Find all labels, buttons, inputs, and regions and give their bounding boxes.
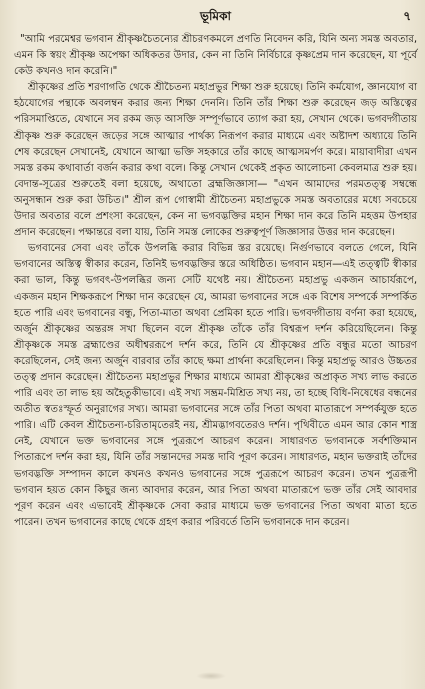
page-smudge (196, 672, 226, 680)
page-header (14, 6, 417, 28)
page-title: ভূমিকা (200, 9, 231, 23)
paragraph-service-levels: ভগবানের সেবা এবং তাঁকে উপলব্ধি করার বিভিন্ন স্তর রয়েছে। নির্গুণভাবে বলতে গেলে, যিনি ভগবানের অস্তিত্ব স্বীকার করেন, তিনিই ভগবদ্ভক্তির স্তরে অধিষ্ঠিত। ভগবান মহান—এই তত্ত্বটি স্বীকার করা ভাল, কিন্তু ভগবৎ-উপলব্ধির জন্য সেটি যথেষ্ট নয়। শ্রীচৈতন্য মহাপ্রভু একজন আচার্যরূপে, একজন মহান শিক্ষকরূপে শিক্ষা দান করেছেন যে, আমরা ভগবানের সঙ্গে এক বিশেষ সম্পর্কে সম্পর্কিত হতে পারি এবং ভগবানের বন্ধু, পিতা-মাতা অথবা প্রেমিকা হতে পারি। ভগবদ্গীতায় বর্ণনা করা হয়েছে, অর্জুন শ্রীকৃষ্ণের অন্তরঙ্গ সখা ছিলেন বলে শ্রীকৃষ্ণ তাঁকে তাঁর বিশ্বরূপ দর্শন করিয়েছিলেন। কিন্তু শ্রীকৃষ্ণকে সমস্ত ব্রহ্মাণ্ডের অধীশ্বররূপে দর্শন করে, তিনি যে শ্রীকৃষ্ণের প্রতি বন্ধুর মতো আচরণ করেছিলেন, সেই জন্য অর্জুন বারবার তাঁর কাছে ক্ষমা প্রার্থনা করেছিলেন। কিন্তু মহাপ্রভু আরও উচ্চতর তত্ত্ব প্রদান করেছেন। শ্রীচৈতন্য মহাপ্রভুর শিক্ষার মাধ্যমে আমরা শ্রীকৃষ্ণের অপ্রাকৃত সখ্য লাভ করতে পারি এবং তা লাভ হয় অহৈতুকীভাবে। এই সখ্য সম্ভ্রম-মিশ্রিত সখ্য নয়, তা হচ্ছে বিধি-নিষেধের বন্ধনের অতীত স্বতঃস্ফূর্ত অনুরাগের সখ্য। আমরা ভগবানের সঙ্গে তাঁর পিতা অথবা মাতারূপে সম্পর্কযুক্ত হতে পারি। এটি কেবল শ্রীচৈতন্য-চরিতামৃতেরই নয়, শ্রীমদ্ভাগবতেরও দর্শন। পৃথিবীতে এমন আর কোন শাস্ত্র নেই, যেখানে ভক্ত ভগবানের সঙ্গে পুত্ররূপে আচরণ করেন। সাধারণত ভগবানকে সর্বশক্তিমান পিতারূপে দর্শন করা হয়, যিনি তাঁর সন্তানদের সমস্ত দাবি পূরণ করেন। সাধারণত, মহান ভক্তরাই তাঁদের ভগবদ্ভক্তি সম্পাদন কালে কখনও কখনও ভগবানের সঙ্গে পুত্ররূপে আচরণ করেন। তখন পুত্ররূপী ভগবান হয়ত কোন কিছুর জন্য আবদার করেন, আর পিতা অথবা মাতারূপে ভক্ত তাঁর সেই আবদার পূরণ করেন এবং এভাবেই শ্রীকৃষ্ণকে সেবা করার মাধ্যমে ভক্ত ভগবানের পিতা অথবা মাতা হতে পারেন। তখন ভগবানের কাছে থেকে গ্রহণ করার পরিবর্তে তিনি ভগবানকে দান করেন। (14, 243, 417, 528)
paragraph-surrender: শ্রীকৃষ্ণের প্রতি শরণাগতি থেকে শ্রীচৈতন্য মহাপ্রভুর শিক্ষা শুরু হয়েছে। তিনি কর্মযোগ, জ্ঞানযোগ বা হঠযোগের পন্থাকে অবলম্বন করার জন্য শিক্ষা দেননি। তিনি তাঁর শিক্ষা শুরু করেছেন জড় অস্তিত্বের পরিসমাপ্তিতে, যেখানে সব রকম জড় আসক্তি সম্পূর্ণভাবে ত্যাগ করা হয়, সেখান থেকে। ভগবদ্গীতায় শ্রীকৃষ্ণ শুরু করেছেন জড়ের সঙ্গে আত্মার পার্থক্য নিরূপণ করার মাধ্যমে এবং অষ্টাদশ অধ্যায়ে তিনি শেষ করেছেন সেখানেই, যেখানে আত্মা ভক্তি সহকারে তাঁর কাছে আত্মসমর্পণ করে। মায়াবাদীরা এখন সমস্ত রকম কথাবার্তা বর্জন করার কথা বলে। কিন্তু সেখান থেকেই প্রকৃত আলোচনা কেবলমাত্র শুরু হয়। বেদান্ত-সূত্রের শুরুতেই বলা হয়েছে, অথাতো ব্রহ্মজিজ্ঞাসা— "এখন আমাদের পরমতত্ত্ব সম্বন্ধে অনুসন্ধান শুরু করা উচিত।" শ্রীল রূপ গোস্বামী শ্রীচৈতন্য মহাপ্রভুকে সমস্ত অবতারের মধ্যে সবচেয়ে উদার অবতার বলে প্রশংসা করেছেন, কেন না ভগবদ্ভক্তির মহান শিক্ষা দান করে তিনি মহত্তম উপহার প্রদান করেছেন। পক্ষান্তরে বলা যায়, তিনি সমস্ত লোকের শুরুত্বপূর্ণ জিজ্ঞাসার উত্তর দান করেছেন। (14, 82, 417, 239)
body-text (14, 32, 417, 531)
paragraph-quote: "আমি পরমেশ্বর ভগবান শ্রীকৃষ্ণচৈতন্যের শ্রীচরণকমলে প্রণতি নিবেদন করি, যিনি অন্য সমস্ত অবতার, এমন কি স্বয়ং শ্রীকৃষ্ণ অপেক্ষা অধিকতর উদার, কেন না তিনি নির্বিচারে কৃষ্ণপ্রেম দান করেছেন, যা পূর্বে কেউ কখনও দান করেনি।" (14, 34, 417, 78)
page-number: ৭ (403, 9, 411, 23)
